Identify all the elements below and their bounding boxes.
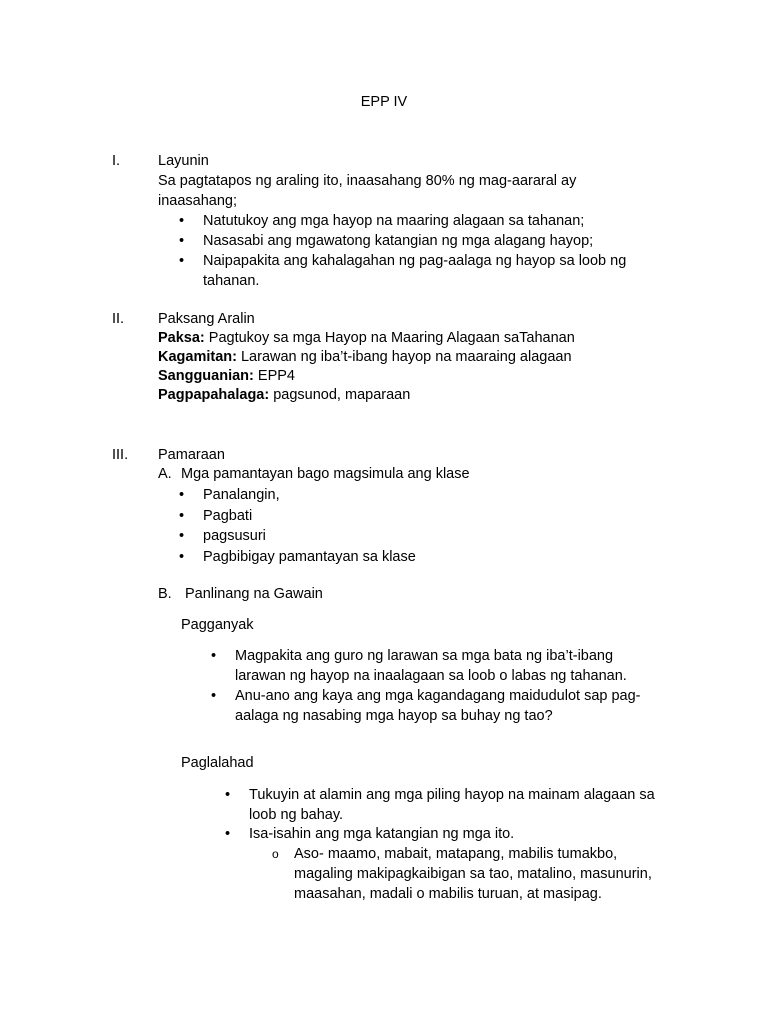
list-item [211, 686, 665, 726]
paksa-line [158, 329, 575, 348]
bullet-dot-icon: • [179, 528, 185, 544]
section-1-bullet-3: Naipapakita ang kahalagahan ng pag-aalaga ng hayop sa loob ng tahanan. [203, 253, 627, 289]
bullet-dot-icon: • [179, 213, 185, 229]
bullet-dot-icon: • [211, 648, 217, 664]
pagpapahalaga-label: Pagpapahalaga: [158, 387, 270, 403]
subsection-a-bullet-2: Pagbati [203, 508, 253, 524]
paglalahad-bullet-2: Isa-isahin ang mga katangian ng mga ito. [249, 826, 515, 842]
kagamitan-value: Larawan ng iba’t-ibang hayop na maaraing alagaan [236, 349, 572, 365]
section-1-numeral: I. [112, 153, 121, 169]
sangguanian-line [158, 367, 295, 386]
kagamitan-line [158, 348, 572, 367]
list-item [225, 824, 679, 844]
section-2-numeral: II. [112, 311, 125, 327]
pagpapahalaga-value: pagsunod, maparaan [269, 387, 411, 403]
sangguanian-value: EPP4 [253, 368, 295, 384]
hollow-bullet-icon: o [272, 847, 279, 861]
section-1-intro: Sa pagtatapos ng araling ito, inaasahang 80% ng mag-aararal ay inaasahang; [158, 173, 577, 209]
subsection-b-text: Panlinang na Gawain [185, 586, 323, 602]
subsection-b-letter: B. [158, 586, 172, 602]
list-item [179, 506, 253, 526]
bullet-dot-icon: • [179, 487, 185, 503]
paksa-label: Paksa: [158, 330, 205, 346]
bullet-dot-icon: • [179, 253, 185, 269]
paksa-value: Pagtukoy sa mga Hayop na Maaring Alagaan saTahanan [204, 330, 575, 346]
section-1-heading: Layunin [158, 153, 209, 169]
pagganyak-heading: Pagganyak [181, 617, 254, 633]
list-item [179, 526, 266, 546]
subsection-a-bullet-4: Pagbibigay pamantayan sa klase [203, 549, 416, 565]
list-item [179, 231, 643, 251]
pagpapahalaga-line [158, 386, 410, 405]
paglalahad-heading: Paglalahad [181, 755, 254, 771]
list-item [179, 251, 648, 291]
section-2-heading: Paksang Aralin [158, 311, 255, 327]
subsection-a-bullet-1: Panalangin, [203, 487, 280, 503]
section-1-bullet-1: Natutukoy ang mga hayop na maaring alagaan sa tahanan; [203, 213, 585, 229]
pagganyak-bullet-1: Magpakita ang guro ng larawan sa mga bata ng iba’t-ibang larawan ng hayop na inaalagaan sa loob o labas ng tahanan. [235, 648, 627, 684]
section-3-heading: Pamaraan [158, 447, 225, 463]
bullet-dot-icon: • [179, 233, 185, 249]
kagamitan-label: Kagamitan: [158, 349, 237, 365]
list-item [272, 844, 674, 904]
list-item [179, 211, 643, 231]
list-item [179, 547, 416, 567]
subsection-a-bullet-3: pagsusuri [203, 528, 266, 544]
bullet-dot-icon: • [211, 688, 217, 704]
subsection-a-text: Mga pamantayan bago magsimula ang klase [181, 466, 470, 482]
section-1-bullet-2: Nasasabi ang mgawatong katangian ng mga alagang hayop; [203, 233, 594, 249]
list-item [225, 785, 679, 825]
sangguanian-label: Sangguanian: [158, 368, 254, 384]
subsection-a-letter: A. [158, 466, 172, 482]
paglalahad-sub-bullet-1: Aso- maamo, mabait, matapang, mabilis tumakbo, magaling makipagkaibigan sa tao, matalino, masunurin, maasahan, madali o mabilis turuan, at masipag. [294, 846, 652, 902]
bullet-dot-icon: • [225, 826, 231, 842]
pagganyak-bullet-2: Anu-ano ang kaya ang mga kagandagang maidudulot sap pag-aalaga ng nasabing mga hayop sa buhay ng tao? [235, 688, 641, 724]
bullet-dot-icon: • [179, 549, 185, 565]
list-item [211, 646, 665, 686]
bullet-dot-icon: • [225, 787, 231, 803]
list-item [179, 485, 280, 505]
bullet-dot-icon: • [179, 508, 185, 524]
section-3-numeral: III. [112, 447, 129, 463]
document-title: EPP IV [360, 94, 408, 110]
paglalahad-bullet-1: Tukuyin at alamin ang mga piling hayop na mainam alagaan sa loob ng bahay. [249, 787, 655, 823]
